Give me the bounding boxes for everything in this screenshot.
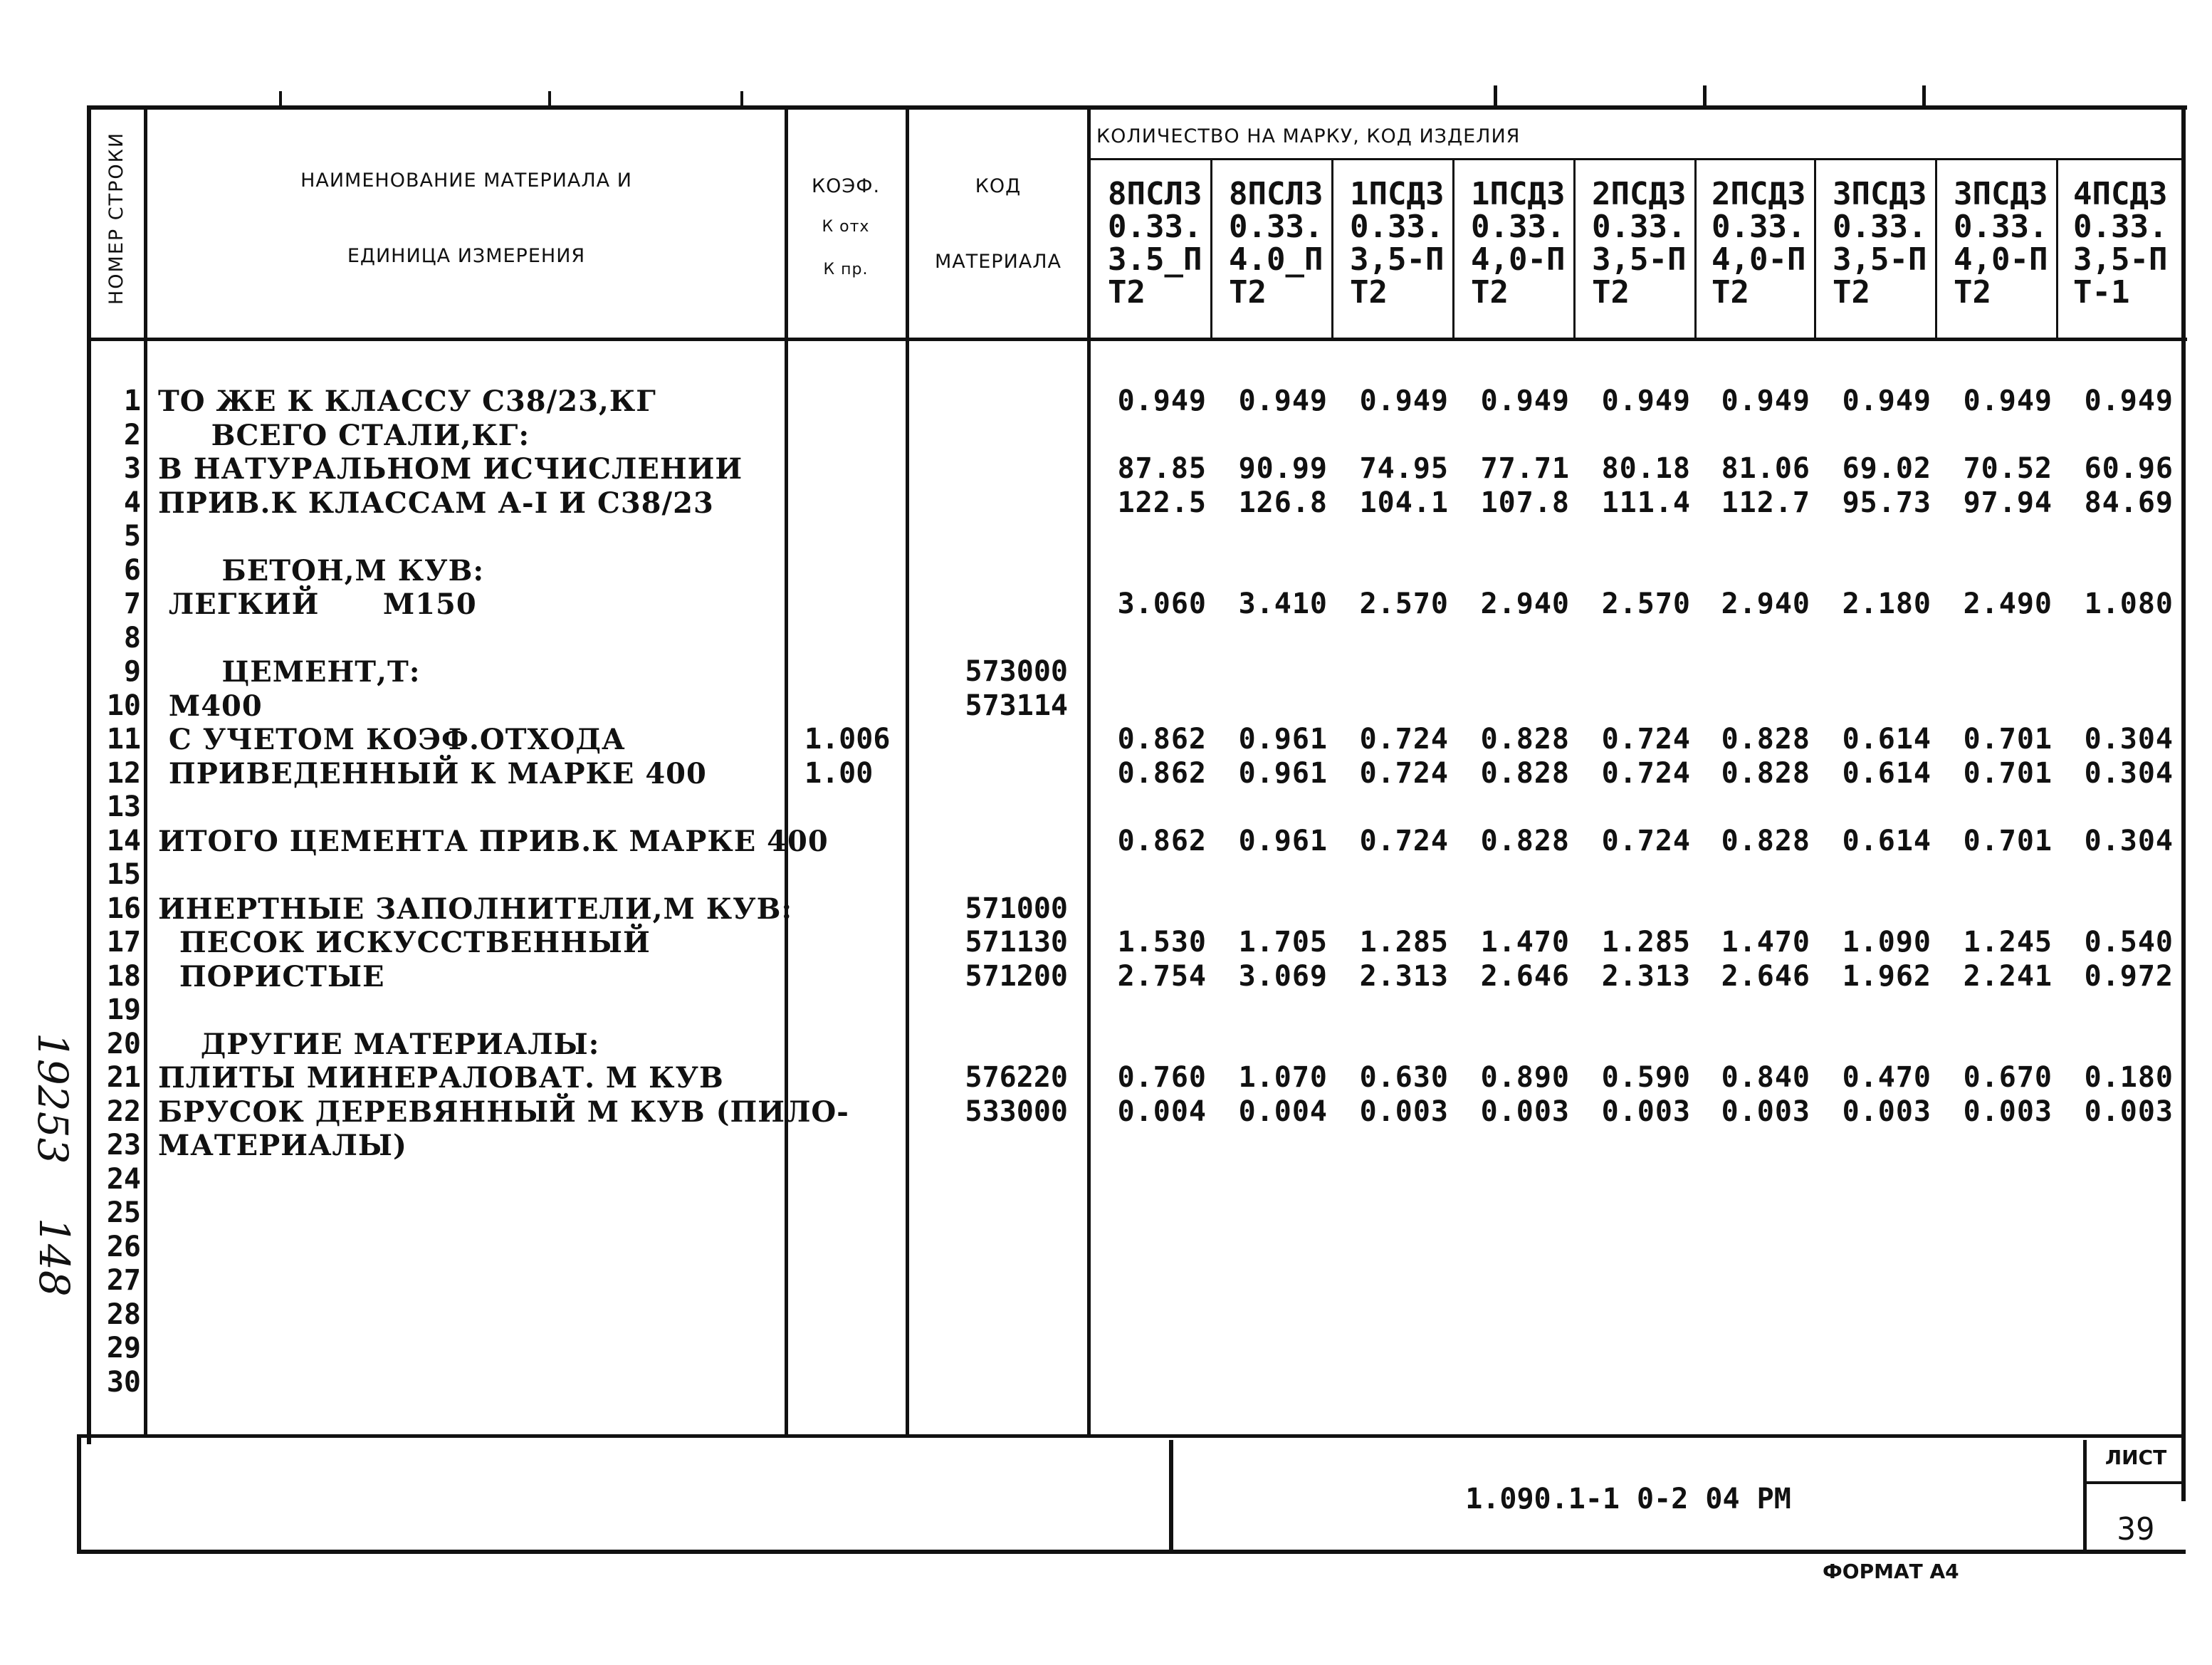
- quantity-value: 2.570: [1359, 588, 1449, 620]
- row-number: 29: [106, 1332, 141, 1364]
- row-number: 20: [106, 1027, 141, 1060]
- quantity-value: 1.705: [1238, 926, 1328, 959]
- quantity-value: 0.724: [1601, 824, 1691, 857]
- quantity-value: 1.090: [1842, 926, 1931, 959]
- row-number: 10: [106, 689, 141, 722]
- quantity-header: КОЛИЧЕСТВО НА МАРКУ, КОД ИЗДЕЛИЯ: [1096, 125, 1521, 147]
- quantity-value: 0.760: [1117, 1061, 1207, 1094]
- quantity-value: 0.701: [1963, 723, 2053, 756]
- quantity-value: 1.070: [1238, 1061, 1328, 1094]
- quantity-value: 2.646: [1721, 959, 1810, 993]
- row-number: 8: [123, 621, 141, 654]
- format-label: ФОРМАТ А4: [1823, 1560, 1959, 1583]
- quantity-value: 0.180: [2084, 1061, 2174, 1094]
- quantity-value: 0.304: [2084, 756, 2174, 790]
- quantity-value: 3.060: [1117, 588, 1207, 620]
- quantity-value: 0.540: [2084, 926, 2174, 959]
- quantity-value: 0.961: [1238, 824, 1328, 857]
- quantity-value: 84.69: [2084, 486, 2174, 519]
- product-column-8: 3ПСД3 0.33. 4,0-П Т2: [1954, 176, 2048, 310]
- row-number: 4: [123, 486, 141, 519]
- quantity-value: 0.890: [1480, 1061, 1570, 1094]
- material-name: ПОРИСТЫЕ: [158, 959, 385, 993]
- quantity-value: 0.949: [1238, 385, 1328, 417]
- material-name: ДРУГИЕ МАТЕРИАЛЫ:: [158, 1027, 600, 1061]
- code-header-line2: МАТЕРИАЛА: [934, 251, 1062, 273]
- product-column-7: 3ПСД3 0.33. 3,5-П Т2: [1833, 176, 1927, 310]
- material-name: С УЧЕТОМ КОЭФ.ОТХОДА: [158, 723, 626, 756]
- quantity-value: 1.530: [1117, 926, 1207, 959]
- quantity-value: 0.701: [1963, 756, 2053, 790]
- quantity-value: 0.828: [1480, 824, 1570, 857]
- quantity-value: 0.003: [2084, 1095, 2174, 1128]
- coef-header-line1: КОЭФ.: [811, 175, 881, 197]
- quantity-value: 0.828: [1721, 824, 1810, 857]
- name-header-line1: НАИМЕНОВАНИЕ МАТЕРИАЛА И: [300, 169, 632, 192]
- material-name: ЛЕГКИЙ М150: [158, 588, 477, 621]
- quantity-value: 0.003: [1842, 1095, 1931, 1128]
- quantity-value: 80.18: [1601, 452, 1691, 485]
- row-number: 15: [106, 858, 141, 891]
- quantity-value: 1.285: [1601, 926, 1691, 959]
- quantity-value: 0.701: [1963, 824, 2053, 857]
- row-number: 26: [106, 1230, 141, 1263]
- material-code: 571000: [965, 892, 1068, 925]
- quantity-value: 2.754: [1117, 959, 1207, 993]
- coefficient: 1.006: [804, 723, 891, 756]
- quantity-value: 0.840: [1721, 1061, 1810, 1094]
- material-name: БРУСОК ДЕРЕВЯННЫЙ М КУВ (ПИЛО-: [158, 1095, 849, 1129]
- coef-header-line3: К пр.: [823, 261, 869, 278]
- quantity-value: 1.080: [2084, 588, 2174, 620]
- row-number: 22: [106, 1095, 141, 1128]
- quantity-value: 0.003: [1601, 1095, 1691, 1128]
- quantity-value: 0.304: [2084, 824, 2174, 857]
- material-code: 573114: [965, 689, 1068, 722]
- inventory-number: 19253: [28, 1033, 77, 1164]
- coefficient: 1.00: [804, 756, 874, 790]
- quantity-value: 0.828: [1480, 723, 1570, 756]
- quantity-value: 0.304: [2084, 723, 2174, 756]
- quantity-value: 74.95: [1359, 452, 1449, 485]
- row-number: 17: [106, 926, 141, 959]
- quantity-value: 0.972: [2084, 959, 2174, 993]
- row-number: 7: [123, 588, 141, 620]
- quantity-value: 0.590: [1601, 1061, 1691, 1094]
- material-name: ПРИВ.К КЛАССАМ А-I И С38/23: [158, 486, 714, 520]
- row-number: 12: [106, 756, 141, 790]
- quantity-value: 70.52: [1963, 452, 2053, 485]
- quantity-value: 60.96: [2084, 452, 2174, 485]
- row-number: 19: [106, 993, 141, 1026]
- quantity-value: 69.02: [1842, 452, 1931, 485]
- quantity-value: 0.949: [1359, 385, 1449, 417]
- row-number: 14: [106, 824, 141, 857]
- quantity-value: 81.06: [1721, 452, 1810, 485]
- row-number: 6: [123, 553, 141, 587]
- quantity-value: 0.614: [1842, 756, 1931, 790]
- quantity-value: 111.4: [1601, 486, 1691, 519]
- quantity-value: 1.470: [1480, 926, 1570, 959]
- material-name: ПРИВЕДЕННЫЙ К МАРКЕ 400: [158, 756, 707, 790]
- quantity-value: 0.949: [1480, 385, 1570, 417]
- quantity-value: 0.949: [1842, 385, 1931, 417]
- quantity-value: 0.003: [1721, 1095, 1810, 1128]
- row-number: 25: [106, 1196, 141, 1229]
- row-number: 2: [123, 418, 141, 452]
- quantity-value: 0.630: [1359, 1061, 1449, 1094]
- material-code: 573000: [965, 655, 1068, 688]
- quantity-value: 87.85: [1117, 452, 1207, 485]
- quantity-value: 2.490: [1963, 588, 2053, 620]
- row-number: 21: [106, 1061, 141, 1094]
- quantity-value: 0.724: [1601, 723, 1691, 756]
- quantity-value: 2.646: [1480, 959, 1570, 993]
- row-number: 11: [106, 723, 141, 756]
- quantity-value: 2.180: [1842, 588, 1931, 620]
- quantity-value: 0.862: [1117, 723, 1207, 756]
- code-header-line1: КОД: [975, 175, 1022, 197]
- row-number: 3: [123, 452, 141, 485]
- material-name: ЦЕМЕНТ,Т:: [158, 655, 421, 689]
- quantity-value: 0.949: [1601, 385, 1691, 417]
- quantity-value: 0.003: [1963, 1095, 2053, 1128]
- row-number: 30: [106, 1365, 141, 1399]
- margin-number: 148: [30, 1218, 78, 1297]
- quantity-value: 0.670: [1963, 1061, 2053, 1094]
- quantity-value: 0.004: [1238, 1095, 1328, 1128]
- material-name: ПЛИТЫ МИНЕРАЛОВАТ. М КУВ: [158, 1061, 724, 1095]
- material-code: 571130: [965, 926, 1068, 959]
- quantity-value: 0.949: [1963, 385, 2053, 417]
- material-name: ТО ЖЕ К КЛАССУ С38/23,КГ: [158, 385, 656, 418]
- quantity-value: 0.724: [1359, 824, 1449, 857]
- row-number: 9: [123, 655, 141, 688]
- material-code: 576220: [965, 1061, 1068, 1094]
- row-number: 1: [123, 385, 141, 417]
- quantity-value: 0.828: [1721, 723, 1810, 756]
- row-number: 28: [106, 1298, 141, 1331]
- quantity-value: 2.241: [1963, 959, 2053, 993]
- quantity-value: 0.470: [1842, 1061, 1931, 1094]
- quantity-value: 0.949: [2084, 385, 2174, 417]
- row-number: 16: [106, 892, 141, 925]
- quantity-value: 0.724: [1359, 756, 1449, 790]
- material-name: ИНЕРТНЫЕ ЗАПОЛНИТЕЛИ,М КУВ:: [158, 892, 793, 926]
- material-name: ПЕСОК ИСКУССТВЕННЫЙ: [158, 926, 651, 959]
- quantity-value: 1.470: [1721, 926, 1810, 959]
- product-column-3: 1ПСД3 0.33. 3,5-П Т2: [1350, 176, 1445, 310]
- quantity-value: 0.003: [1359, 1095, 1449, 1128]
- quantity-value: 122.5: [1117, 486, 1207, 519]
- quantity-value: 0.828: [1721, 756, 1810, 790]
- material-code: 571200: [965, 959, 1068, 993]
- quantity-value: 2.940: [1480, 588, 1570, 620]
- quantity-value: 3.410: [1238, 588, 1328, 620]
- material-name: М400: [158, 689, 263, 723]
- quantity-value: 0.003: [1480, 1095, 1570, 1128]
- coef-header-line2: К отх: [822, 218, 870, 236]
- quantity-value: 2.940: [1721, 588, 1810, 620]
- row-number: 24: [106, 1162, 141, 1196]
- quantity-value: 0.614: [1842, 824, 1931, 857]
- quantity-value: 104.1: [1359, 486, 1449, 519]
- row-number: 18: [106, 959, 141, 993]
- row-number: 27: [106, 1264, 141, 1297]
- quantity-value: 1.962: [1842, 959, 1931, 993]
- quantity-value: 112.7: [1721, 486, 1810, 519]
- sheet-number: 39: [2117, 1511, 2155, 1547]
- quantity-value: 0.862: [1117, 824, 1207, 857]
- row-number: 13: [106, 790, 141, 823]
- quantity-value: 2.313: [1601, 959, 1691, 993]
- quantity-value: 0.961: [1238, 723, 1328, 756]
- quantity-value: 2.313: [1359, 959, 1449, 993]
- material-name: ИТОГО ЦЕМЕНТА ПРИВ.К МАРКЕ 400: [158, 824, 829, 858]
- quantity-value: 107.8: [1480, 486, 1570, 519]
- quantity-value: 0.724: [1359, 723, 1449, 756]
- material-name: ВСЕГО СТАЛИ,КГ:: [158, 418, 530, 452]
- material-name: МАТЕРИАЛЫ): [158, 1129, 407, 1162]
- row-number: 5: [123, 520, 141, 553]
- product-column-2: 8ПСЛ3 0.33. 4.0_П Т2: [1229, 176, 1323, 310]
- quantity-value: 90.99: [1238, 452, 1328, 485]
- material-name: В НАТУРАЛЬНОМ ИСЧИСЛЕНИИ: [158, 452, 743, 486]
- quantity-value: 0.828: [1480, 756, 1570, 790]
- quantity-value: 3.069: [1238, 959, 1328, 993]
- quantity-value: 1.285: [1359, 926, 1449, 959]
- quantity-value: 0.724: [1601, 756, 1691, 790]
- sheet-label: ЛИСТ: [2104, 1446, 2167, 1469]
- product-column-1: 8ПСЛ3 0.33. 3.5_П Т2: [1108, 176, 1202, 310]
- material-code: 533000: [965, 1095, 1068, 1128]
- product-column-9: 4ПСД3 0.33. 3,5-П Т-1: [2073, 176, 2168, 310]
- name-header-line2: ЕДИНИЦА ИЗМЕРЕНИЯ: [347, 245, 586, 267]
- quantity-value: 2.570: [1601, 588, 1691, 620]
- row-number: 23: [106, 1129, 141, 1162]
- document-code: 1.090.1-1 0-2 04 РМ: [1465, 1483, 1791, 1515]
- quantity-value: 0.614: [1842, 723, 1931, 756]
- quantity-value: 0.961: [1238, 756, 1328, 790]
- material-name: БЕТОН,М КУВ:: [158, 553, 485, 588]
- quantity-value: 0.004: [1117, 1095, 1207, 1128]
- product-column-6: 2ПСД3 0.33. 4,0-П Т2: [1712, 176, 1806, 310]
- row-number-header: НОМЕР СТРОКИ: [105, 131, 127, 305]
- product-column-5: 2ПСД3 0.33. 3,5-П Т2: [1592, 176, 1687, 310]
- quantity-value: 0.949: [1117, 385, 1207, 417]
- quantity-value: 95.73: [1842, 486, 1931, 519]
- quantity-value: 126.8: [1238, 486, 1328, 519]
- quantity-value: 0.862: [1117, 756, 1207, 790]
- quantity-value: 0.949: [1721, 385, 1810, 417]
- product-column-4: 1ПСД3 0.33. 4,0-П Т2: [1471, 176, 1566, 310]
- quantity-value: 97.94: [1963, 486, 2053, 519]
- quantity-value: 77.71: [1480, 452, 1570, 485]
- quantity-value: 1.245: [1963, 926, 2053, 959]
